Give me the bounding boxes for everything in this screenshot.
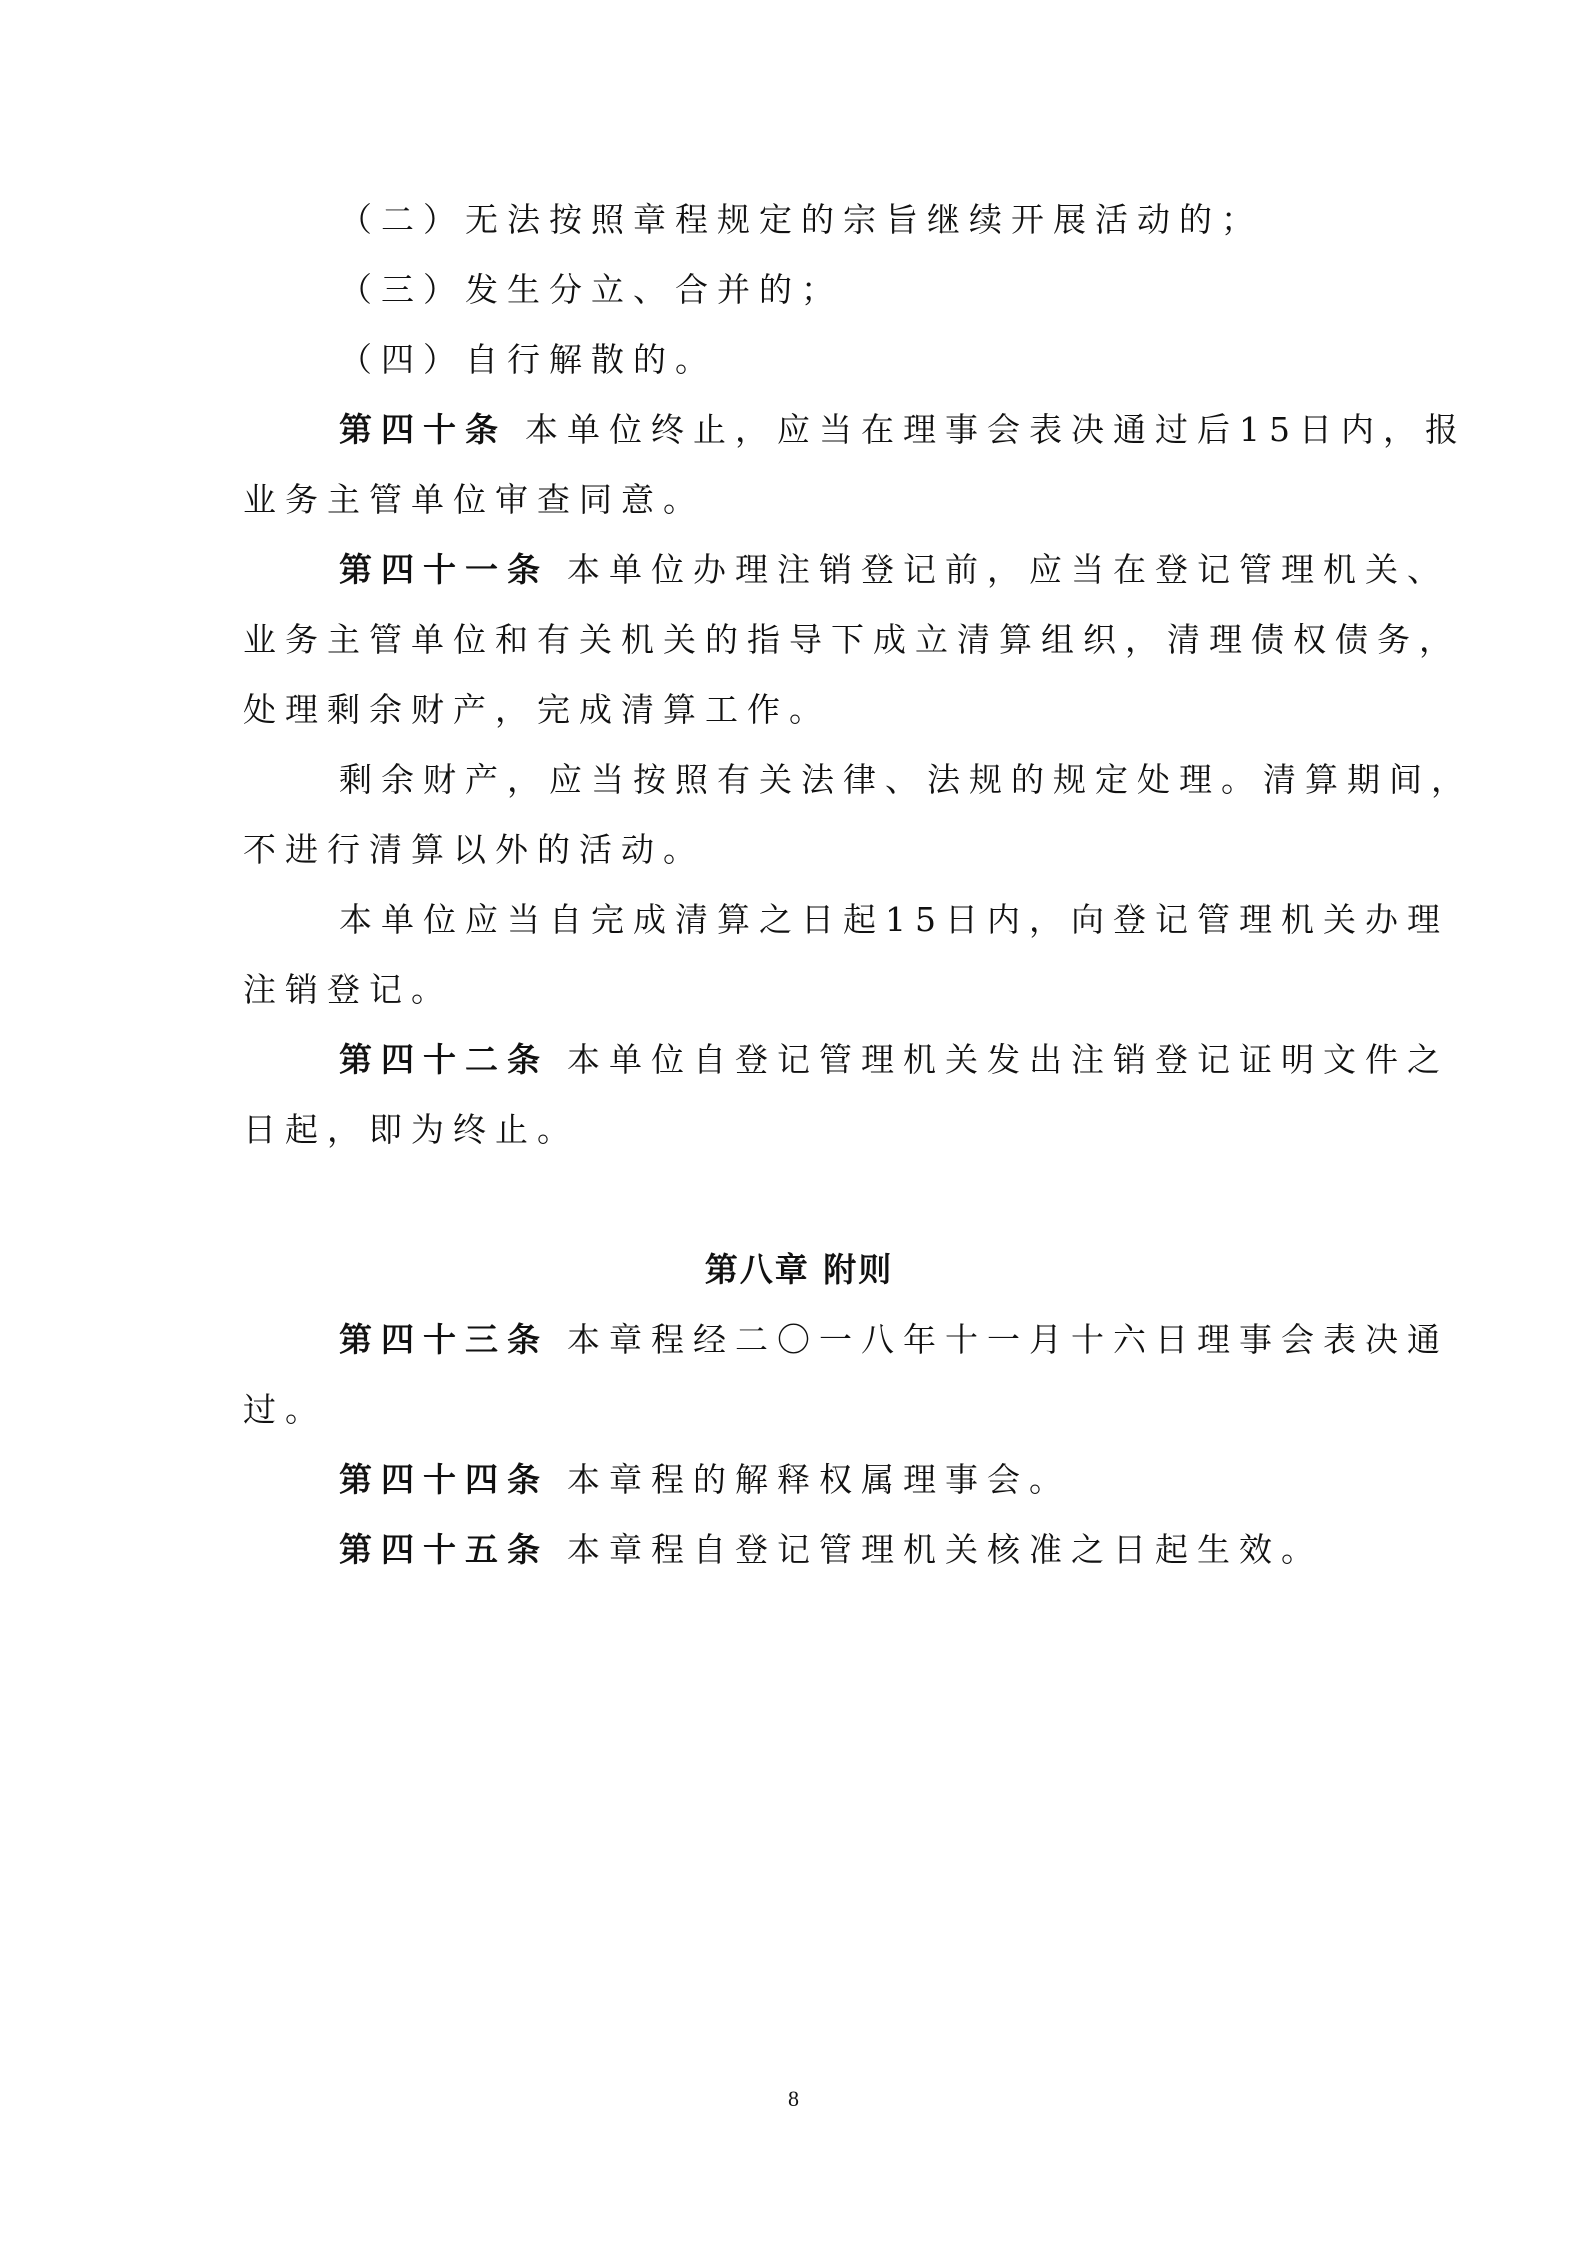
article-43-label: 第四十三条 (339, 1320, 549, 1359)
article-40-label: 第四十条 (339, 410, 507, 449)
article-42-line-2: 日起，即为终止。 (243, 1110, 579, 1149)
list-item-4: （四）自行解散的。 (339, 340, 717, 379)
article-40-line-1 (243, 410, 1467, 449)
page-number: 8 (788, 2086, 799, 2111)
article-41-line-1 (243, 550, 1449, 589)
article-42-line-1 (243, 1040, 1449, 1079)
article-41-label: 第四十一条 (339, 550, 549, 589)
article-40-text-1: 本单位终止，应当在理事会表决通过后15日内，报 (525, 410, 1467, 449)
article-45-line-1 (243, 1532, 1355, 1568)
chapter-heading: 第八章 附则 (704, 1250, 894, 1289)
article-44-text-1: 本章程的解释权属理事会。 (567, 1460, 1071, 1499)
list-item-2: （二）无法按照章程规定的宗旨继续开展活动的； (339, 200, 1263, 239)
article-42-label: 第四十二条 (339, 1040, 549, 1079)
article-43-line-2: 过。 (243, 1390, 327, 1429)
document-body (243, 200, 1473, 1602)
article-41-para-2-line-1: 剩余财产，应当按照有关法律、法规的规定处理。清算期间， (339, 760, 1473, 799)
article-41-para-2-line-2: 不进行清算以外的活动。 (243, 830, 705, 869)
article-43-line-1 (243, 1320, 1449, 1359)
list-item-3: （三）发生分立、合并的； (339, 270, 843, 309)
article-41-line-3: 处理剩余财产，完成清算工作。 (243, 690, 831, 729)
article-44-label: 第四十四条 (339, 1460, 549, 1499)
article-45-label: 第四十五条 (339, 1530, 549, 1569)
article-40-line-2: 业务主管单位审查同意。 (243, 480, 705, 519)
article-41-line-2: 业务主管单位和有关机关的指导下成立清算组织，清理债权债务， (243, 620, 1461, 659)
article-41-para-3-line-1: 本单位应当自完成清算之日起15日内，向登记管理机关办理 (339, 900, 1449, 939)
article-43-text-1: 本章程经二〇一八年十一月十六日理事会表决通 (567, 1320, 1449, 1359)
article-41-text-1: 本单位办理注销登记前，应当在登记管理机关、 (567, 550, 1449, 589)
article-44-line-1 (243, 1462, 1355, 1498)
article-45-text-1: 本章程自登记管理机关核准之日起生效。 (567, 1530, 1323, 1569)
article-41-para-3-line-2: 注销登记。 (243, 970, 453, 1009)
article-42-text-1: 本单位自登记管理机关发出注销登记证明文件之 (567, 1040, 1449, 1079)
